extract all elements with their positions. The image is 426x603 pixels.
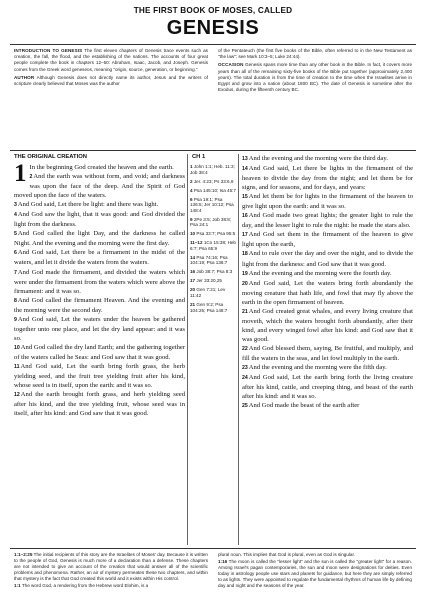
verse-number: 18 <box>242 251 248 258</box>
verse-text: And God called the light Day, and the darkness he called Night. And the evening and the morning were the first day. <box>14 230 185 248</box>
crossref-entry <box>190 278 236 284</box>
verse-text: And God created great whales, and every living creature that moveth, which the waters brought forth abundantly, after their kind, and every winged fowl after his kind: and God saw that it was good. <box>242 307 413 343</box>
verse-number: 15 <box>242 194 248 201</box>
verse-number: 16 <box>242 213 248 220</box>
verse <box>14 268 185 296</box>
note-text: The word God, a rendering from the Hebrew word Elohim, is a <box>21 583 149 589</box>
crossref-entry <box>190 255 236 266</box>
crossref-refs: Job 38:7; Psa 8:3 <box>196 269 233 275</box>
verse-text: And God made the firmament, and divided the waters which were under the firmament from the waters which were above the firmament: and it was so. <box>14 268 185 295</box>
pentateuch-paragraph: of the Pentateuch (the first five books of the Bible, often referred to in the New Testament as "the law"; see Mark 10:3–5; Luke 24:44). <box>218 48 412 60</box>
crossref-refs: Jer 33:20,25 <box>196 278 222 284</box>
verse-text: And God said, Let there be a firmament in the midst of the waters, and let it divide the waters from the waters. <box>14 249 185 267</box>
author-text: Although Genesis does not directly name its author, Jesus and the writers of scripture clearly believed that Moses was the author <box>14 74 208 87</box>
crossref-refs: Psa 33:7; Psa 95:5 <box>196 231 236 237</box>
verse <box>242 401 413 411</box>
verse-text: And God said, Let the earth bring forth grass, the herb yielding seed, and the fruit tree yielding fruit after his kind, whose seed is in itself, upon the earth: and it was so. <box>14 362 185 390</box>
verse <box>14 296 185 315</box>
crossref-heading: CH 1 <box>192 154 206 160</box>
header-rule <box>10 44 416 45</box>
verse-text: In the beginning God created the heaven and the earth. <box>29 164 174 171</box>
scripture-column-left <box>14 160 185 418</box>
crossref-verse: 17 <box>190 278 196 284</box>
study-note <box>218 559 412 589</box>
verse <box>14 210 185 229</box>
verse-text: And the evening and the morning were the fifth day. <box>248 364 387 372</box>
verse <box>14 163 185 172</box>
verse <box>14 248 185 267</box>
note-reference: 1:1 <box>14 583 21 589</box>
verse-number: 7 <box>14 269 17 276</box>
crossref-entry <box>190 197 236 214</box>
crossref-verse: 1 <box>190 164 193 169</box>
intro-label: INTRODUCTION TO GENESIS <box>14 48 83 53</box>
note-reference: 1:16 <box>218 559 228 565</box>
verse-text: And God set them in the firmament of the heaven to give light upon the earth, <box>242 231 413 249</box>
chapter-number: 1 <box>14 160 27 187</box>
note-reference: 1:1–2:25 <box>14 552 33 557</box>
verse-text: And God said, Let there be light: and there was light. <box>17 201 159 209</box>
author-label: AUTHOR <box>14 74 35 80</box>
crossref-verse: 16 <box>190 269 196 275</box>
column-divider-right <box>238 154 239 545</box>
verse-number: 14 <box>242 166 248 173</box>
verse-number: 20 <box>242 280 248 287</box>
verse-text: And God said, Let the earth bring forth the living creature after his kind, cattle, and creeping thing, and beast of the earth after his kind: and it was so. <box>242 374 413 401</box>
verse <box>242 307 413 344</box>
note-text: The initial recipients of this story are the Israelites of Moses' day. Because it is written to the people of God, Genesis is much more of a declaration than a defense. These chapters are not intended to give an account of the creation that would answer all of the scientific problems and phenomena. Rather, an air of mystery permeates these two chapters, and within that mystery is the fact that God created this world and it exists within His control. <box>14 552 208 582</box>
verse <box>14 343 185 362</box>
verse <box>242 363 413 373</box>
crossref-verse: 4 <box>190 187 193 193</box>
crossref-verse: 10 <box>190 231 196 237</box>
section-rule <box>10 150 416 151</box>
crossref-refs: 1Co 15:38; Heb 6:7; Psa 65:9 <box>190 240 236 251</box>
crossref-refs: Jer. 4:23; Ps 33:6,9 <box>193 178 234 184</box>
verse-text: And God blessed them, saying, Be fruitful, and multiply, and fill the waters in the seas, and let fowl multiply in the earth. <box>242 344 413 362</box>
verse-text: And God said, Let the waters under the heaven be gathered together unto one place, and let the dry land appear: and it was so. <box>14 315 185 342</box>
verse-number: 5 <box>14 231 17 238</box>
column-divider-left <box>187 154 188 545</box>
verse-number: 22 <box>242 345 248 352</box>
verse-number: 9 <box>14 316 17 323</box>
verse-number: 4 <box>14 212 17 219</box>
verse <box>242 249 413 268</box>
verse <box>242 373 413 401</box>
verse-number: 17 <box>242 232 248 239</box>
occasion-text: Genesis spans more time than any other book in the Bible. In fact, it covers more years than all of the remaining sixty-five books of the Bible put together (approximately 2,400 years). The total duration is from the time of creation to the time when the Israelites arrive in Egypt and grow into a nation (about 1800 BC). The date of Genesis is sometime after the Exodus, during the fifteenth century BC. <box>218 62 412 93</box>
intro-paragraph <box>14 48 208 73</box>
verse-number: 10 <box>14 344 20 351</box>
crossref-refs: Gen 9:2; Psa 104:25; Psa 148:7 <box>190 301 228 313</box>
crossref-verse: 2 <box>190 178 193 184</box>
crossref-verse: 11–12 <box>190 240 203 246</box>
verse-text: And God made two great lights; the greater light to rule the day, and the lesser light to rule the night: he made the stars also. <box>242 212 413 230</box>
verse <box>14 172 185 200</box>
crossref-refs: Psa 145:10; Isa 45:7 <box>193 187 236 193</box>
verse-text: And to rule over the day and over the night, and to divide the light from the darkness: and God saw that it was good. <box>242 250 413 268</box>
study-note <box>14 583 208 589</box>
verse <box>14 229 185 248</box>
crossref-entry <box>190 179 236 185</box>
crossref-entry <box>190 269 236 275</box>
verse-text: And God called the dry land Earth; and the gathering together of the waters called he Seas: and God saw that it was good. <box>14 343 185 361</box>
verse-text: And God made the beast of the earth after <box>248 402 360 410</box>
crossref-refs: Gen 7:21; Lev 11:42 <box>190 287 226 298</box>
verse-number: 21 <box>242 308 248 315</box>
verse-number: 12 <box>14 392 20 399</box>
crossref-verse: 14 <box>190 254 196 260</box>
crossref-refs: Psa 74:16; Psa 104:19; Psa 136:7 <box>190 254 228 266</box>
verse-text: And the evening and the morning were the third day. <box>248 155 388 162</box>
verse-number: 2 <box>29 174 33 181</box>
crossref-refs: John 1:1; Heb. 11:3; Job 38:4 <box>190 164 235 175</box>
verse-text: And the earth was without form, and void; and darkness was upon the face of the deep. And the Spirit of God moved upon the face of the waters. <box>14 173 185 200</box>
verse <box>242 164 413 192</box>
intro-left-column <box>14 48 208 89</box>
book-supertitle: THE FIRST BOOK OF MOSES, CALLED <box>133 6 293 15</box>
crossref-verse: 9 <box>190 216 193 222</box>
verse-number: 25 <box>242 403 248 410</box>
verse-text: And God saw the light, that it was good: and God divided the light from the darkness. <box>14 211 185 229</box>
verse-number: 19 <box>242 270 248 277</box>
verse-text: And the earth brought forth grass, and herb yielding seed after his kind, and the tree yielding fruit, whose seed was in itself, after his kind: and God saw that it was good. <box>14 391 185 418</box>
verse-text: And God said, Let there be lights in the firmament of the heaven to divide the day from the night; and let them be for signs, and for seasons, and for days, and years: <box>242 165 413 192</box>
verse <box>14 390 185 418</box>
verse-number: 11 <box>14 363 20 370</box>
occasion-label: OCCASION <box>218 62 244 68</box>
verse-number: 6 <box>14 250 17 257</box>
occasion-paragraph <box>218 62 412 93</box>
study-notes-right <box>218 552 412 591</box>
crossref-column <box>190 164 236 317</box>
page-header <box>0 6 426 39</box>
note-text: The moon is called the "lesser light" and the sun is called the "greater light" for a reason. Among Israel's pagan contemporaries, the sun and moon were designations for deities. Even today in astrology people use stars and planets for guidance, but here they are simply referred to as lights. They were appointed to regulate the fundamental rhythms of human life by defining day and night and the seasons of the year. <box>218 559 412 589</box>
crossref-entry <box>190 164 236 175</box>
note-text: plural noun. This implies that God is plural, even as God is singular. <box>218 552 356 557</box>
notes-rule <box>10 548 416 549</box>
section-heading: THE ORIGINAL CREATION <box>14 154 87 160</box>
crossref-verse: 20 <box>190 287 196 293</box>
verse <box>242 211 413 230</box>
verse-number: 13 <box>242 156 248 162</box>
verse <box>242 154 413 164</box>
study-notes-left <box>14 552 208 591</box>
book-title: GENESIS <box>166 17 260 39</box>
intro-text: The first eleven chapters of Genesis trace events such as creation, the fall, the flood, and the establishing of the nations. The accounts of four great people complete the book in chapters 12–50: Abraham, Isaac, Jacob, and Joseph. Genesis comes from the Greek word geneseos, meaning "origin, source, generation, or beginning." <box>14 48 208 72</box>
verse <box>242 344 413 363</box>
verse <box>242 230 413 249</box>
crossref-refs: Psa 19:1; Psa 136:5; Jer 10:12; Psa 148:4 <box>190 196 234 213</box>
verse <box>242 192 413 211</box>
crossref-entry <box>190 287 236 298</box>
crossref-entry <box>190 188 236 194</box>
verse <box>14 362 185 390</box>
verse-number: 23 <box>242 365 248 372</box>
scripture-column-right <box>242 154 413 411</box>
verse <box>14 200 185 210</box>
crossref-entry <box>190 302 236 313</box>
intro-right-column <box>218 48 412 95</box>
crossref-refs: 2Pe 3:5; Job 38:8; Psa 24:1 <box>190 216 232 228</box>
verse-number: 3 <box>14 202 17 209</box>
verse <box>242 269 413 279</box>
crossref-verse: 6 <box>190 196 193 202</box>
crossref-entry <box>190 240 236 251</box>
crossref-verse: 21 <box>190 301 196 307</box>
verse <box>14 315 185 343</box>
crossref-entry <box>190 231 236 237</box>
author-paragraph <box>14 75 208 87</box>
verse-text: And the evening and the morning were the fourth day. <box>248 269 392 277</box>
verse <box>242 279 413 307</box>
crossref-entry <box>190 217 236 228</box>
study-note <box>218 552 412 558</box>
verse-text: And God said, Let the waters bring forth abundantly the moving creature that hath life, and fowl that may fly above the earth in the open firmament of heaven. <box>242 279 413 306</box>
study-note <box>14 552 208 582</box>
verse-text: And God called the firmament Heaven. And the evening and the morning were the second day. <box>14 296 185 314</box>
verse-text: And let them be for lights in the firmament of the heaven to give light upon the earth: and it was so. <box>242 193 413 211</box>
verse-number: 24 <box>242 375 248 382</box>
verse-number: 8 <box>14 297 17 304</box>
